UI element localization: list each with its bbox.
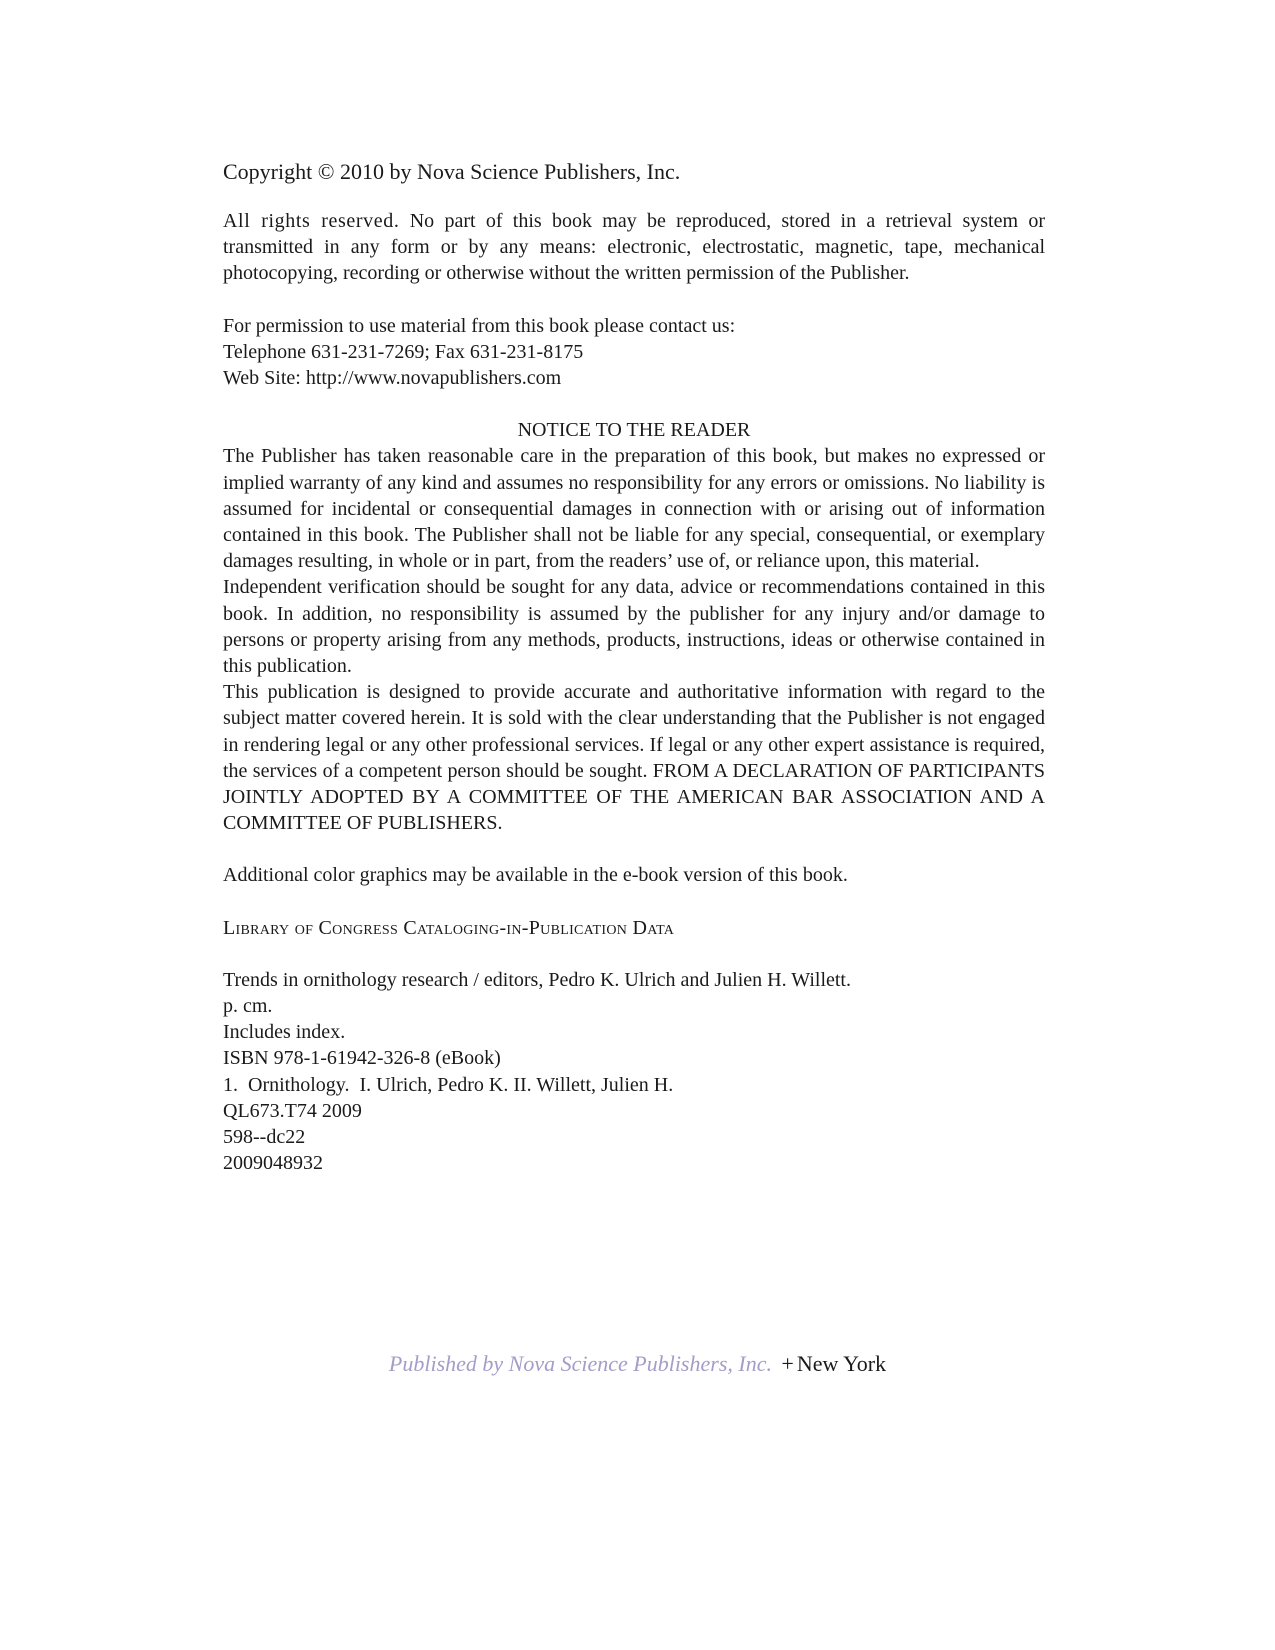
copyright-line: Copyright © 2010 by Nova Science Publishers, Inc. <box>223 159 681 184</box>
notice-paragraph: Independent verification should be sought for any data, advice or recommendations contained in this book. In addition, no responsibility is assumed by the publisher for any injury and/or damage to persons or property arising from any methods, products, instructions, ideas or otherwise contained in this publication. <box>223 576 1045 678</box>
catalog-data <box>223 967 1045 1177</box>
publisher-footer <box>0 1350 1275 1378</box>
notice-paragraph: This publication is designed to provide accurate and authoritative information with regard to the subject matter covered herein. It is sold with the clear understanding that the Publisher is not engaged in rendering legal or any other professional services. If legal or any other expert assistance is required, the services of a competent person should be sought. FROM A DECLARATION OF PARTICIPANTS JOINTLY ADOPTED BY A COMMITTEE OF THE AMERICAN BAR ASSOCIATION AND A COMMITTEE OF PUBLISHERS. <box>223 681 1045 835</box>
catalog-subjects: 1. Ornithology. I. Ulrich, Pedro K. II. Willett, Julien H. <box>223 1073 674 1096</box>
rights-lead: All rights reserved. <box>223 210 400 232</box>
catalog-title-line: Trends in ornithology research / editors, Pedro K. Ulrich and Julien H. Willett. <box>223 968 851 991</box>
contact-intro: For permission to use material from this book please contact us: <box>223 314 736 337</box>
rights-text: No part of this book may be reproduced, stored in a retrieval system or transmitted in any form or by any means: electronic, electrostatic, magnetic, tape, mechanical photocopying, recording or otherwise without the written permission of the Publisher. <box>223 210 1045 285</box>
contact-website: Web Site: http://www.novapublishers.com <box>223 367 562 390</box>
rights-paragraph <box>223 208 1045 287</box>
catalog-lccn: 2009048932 <box>223 1152 323 1175</box>
publisher-name: Published by Nova Science Publishers, Inc. <box>388 1351 772 1376</box>
ebook-note: Additional color graphics may be available in the e-book version of this book. <box>223 864 848 887</box>
cip-heading: Library of Congress Cataloging-in-Publication Data <box>223 916 675 939</box>
catalog-line: p. cm. <box>223 995 273 1018</box>
contact-phone: Telephone 631-231-7269; Fax 631-231-8175 <box>223 340 584 363</box>
catalog-isbn: ISBN 978-1-61942-326-8 (eBook) <box>223 1047 501 1070</box>
publisher-city: New York <box>796 1351 887 1376</box>
contact-block <box>223 313 1045 392</box>
catalog-line: Includes index. <box>223 1021 346 1044</box>
notice-paragraph: The Publisher has taken reasonable care in the preparation of this book, but makes no expressed or implied warranty of any kind and assumes no responsibility for any errors or omissions. No liability is assumed for incidental or consequential damages in connection with or arising out of information contained in this book. The Publisher shall not be liable for any special, consequential, or exemplary damages resulting, in whole or in part, from the readers’ use of, or reliance upon, this material. <box>223 445 1045 573</box>
notice-title: NOTICE TO THE READER <box>517 419 751 442</box>
catalog-call-number: QL673.T74 2009 <box>223 1099 362 1122</box>
cross-mark-icon: + <box>779 1351 795 1376</box>
copyright-page <box>223 158 1045 1177</box>
catalog-dewey: 598--dc22 <box>223 1126 306 1149</box>
